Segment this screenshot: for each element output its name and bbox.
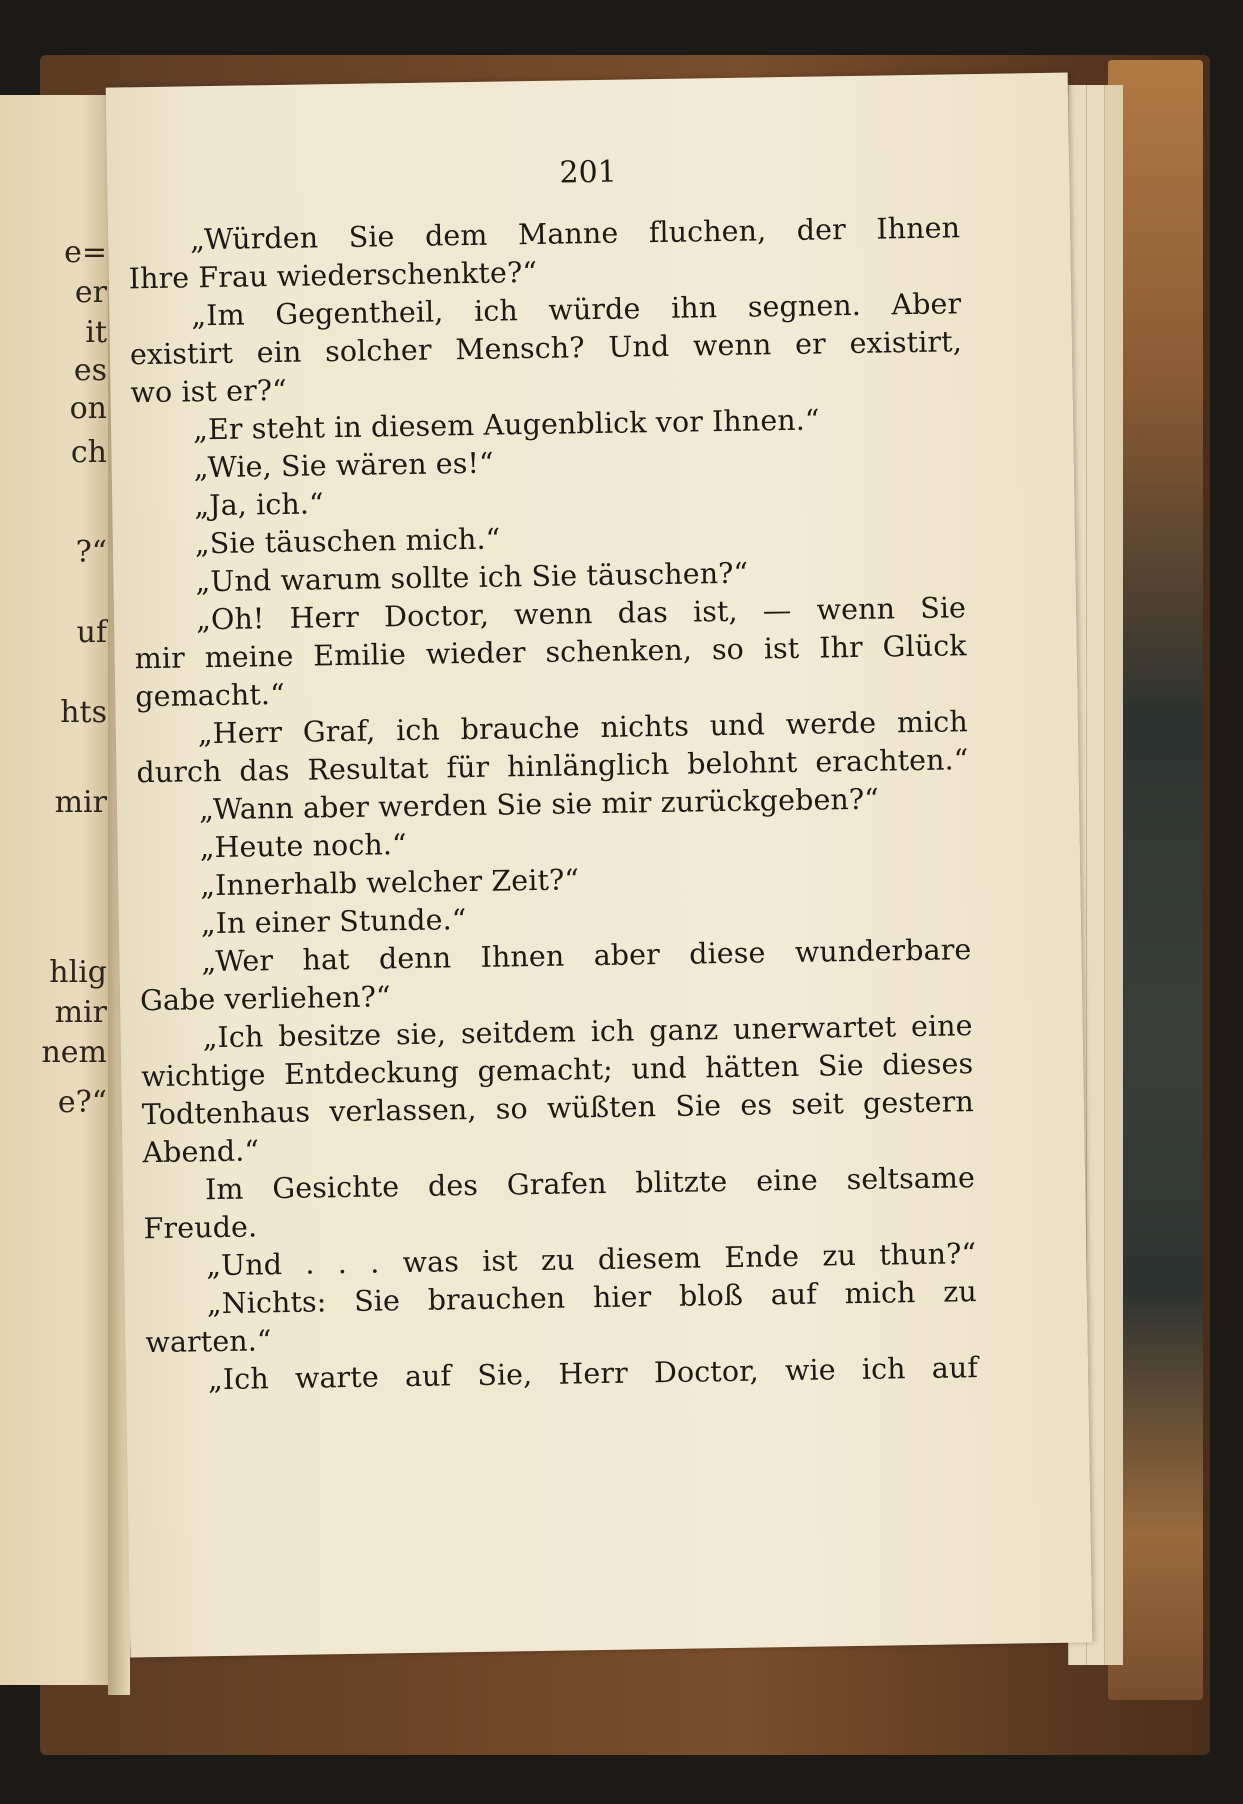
left-page-fragment: it [85,315,107,350]
text-line: „Wer hat denn Ihnen aber diese wunderbare [201,933,972,979]
text-line: durch das Resultat für hinlänglich belohnt erachten.“ [136,743,969,790]
text-line: „Herr Graf, ich brauche nichts und werde mich [197,705,969,751]
text-line: wo ist er?“ [130,373,288,410]
text-line: „Oh! Herr Doctor, wenn das ist, — wenn Sie [195,591,967,637]
text-line: Abend.“ [142,1134,260,1170]
text-line: gemacht.“ [135,677,285,714]
left-page-fragment: hlig [49,955,107,990]
text-line: „Wann aber werden Sie sie mir zurückgeben?“ [198,782,880,827]
left-page-fragment: mir [54,995,107,1030]
text-line: „Im Gegentheil, ich würde ihn segnen. Aber [191,287,962,333]
text-line: „In einer Stunde.“ [200,903,467,941]
left-page-fragment: mir [54,785,107,820]
text-line: „Und . . . was ist zu diesem Ende zu thun?“ [205,1237,977,1283]
text-line: Todtenhaus verlassen, so wüßten Sie es seit gestern [141,1085,975,1132]
left-page-fragment: nem [41,1035,107,1070]
page-edge [1104,85,1123,1665]
text-line: „Ich warte auf Sie, Herr Doctor, wie ich auf [207,1351,979,1397]
text-line: wichtige Entdeckung gemacht; und hätten Sie dieses [141,1047,974,1094]
text-line: existirt ein solcher Mensch? Und wenn er existirt, [129,325,963,372]
text-line: mir meine Emilie wieder schenken, so ist Ihr Glück [134,629,967,676]
text-line: „Wie, Sie wären es!“ [193,446,494,485]
text-line: „Innerhalb welcher Zeit?“ [200,863,580,903]
text-line: „Und warum sollte ich Sie täuschen?“ [195,556,749,599]
left-page-fragment: ?“ [75,535,107,570]
text-line: „Er steht in diesem Augenblick vor Ihnen.“ [192,403,820,447]
text-line: „Ja, ich.“ [194,487,324,523]
text-line: Ihre Frau wiederschenkte?“ [128,255,538,296]
text-line: „Ich besitze sie, seitdem ich ganz unerwartet eine [202,1009,973,1055]
text-line: Im Gesichte des Grafen blitzte eine seltsame [204,1161,976,1207]
left-page [0,95,115,1685]
text-line: warten.“ [145,1324,272,1360]
text-line: „Nichts: Sie brauchen hier bloß auf mich zu [206,1275,978,1321]
right-page [106,73,1093,1658]
left-page-fragment: es [73,353,107,388]
left-page-fragment: er [74,275,107,310]
left-page-fragment: on [69,391,107,426]
text-line: „Heute noch.“ [199,828,407,865]
text-line: Freude. [143,1210,258,1246]
left-page-fragment: hts [60,695,107,730]
text-line: Gabe verliehen?“ [139,980,391,1018]
left-page-fragment: ch [70,435,107,470]
page-number: 201 [559,154,618,191]
text-line: „Sie täuschen mich.“ [194,522,501,561]
left-page-fragment: e?“ [57,1085,107,1120]
page-text [128,207,1101,1400]
text-line: „Würden Sie dem Manne fluchen, der Ihnen [189,211,961,257]
left-page-fragment: uf [76,615,107,650]
left-page-fragment: e= [64,235,107,270]
